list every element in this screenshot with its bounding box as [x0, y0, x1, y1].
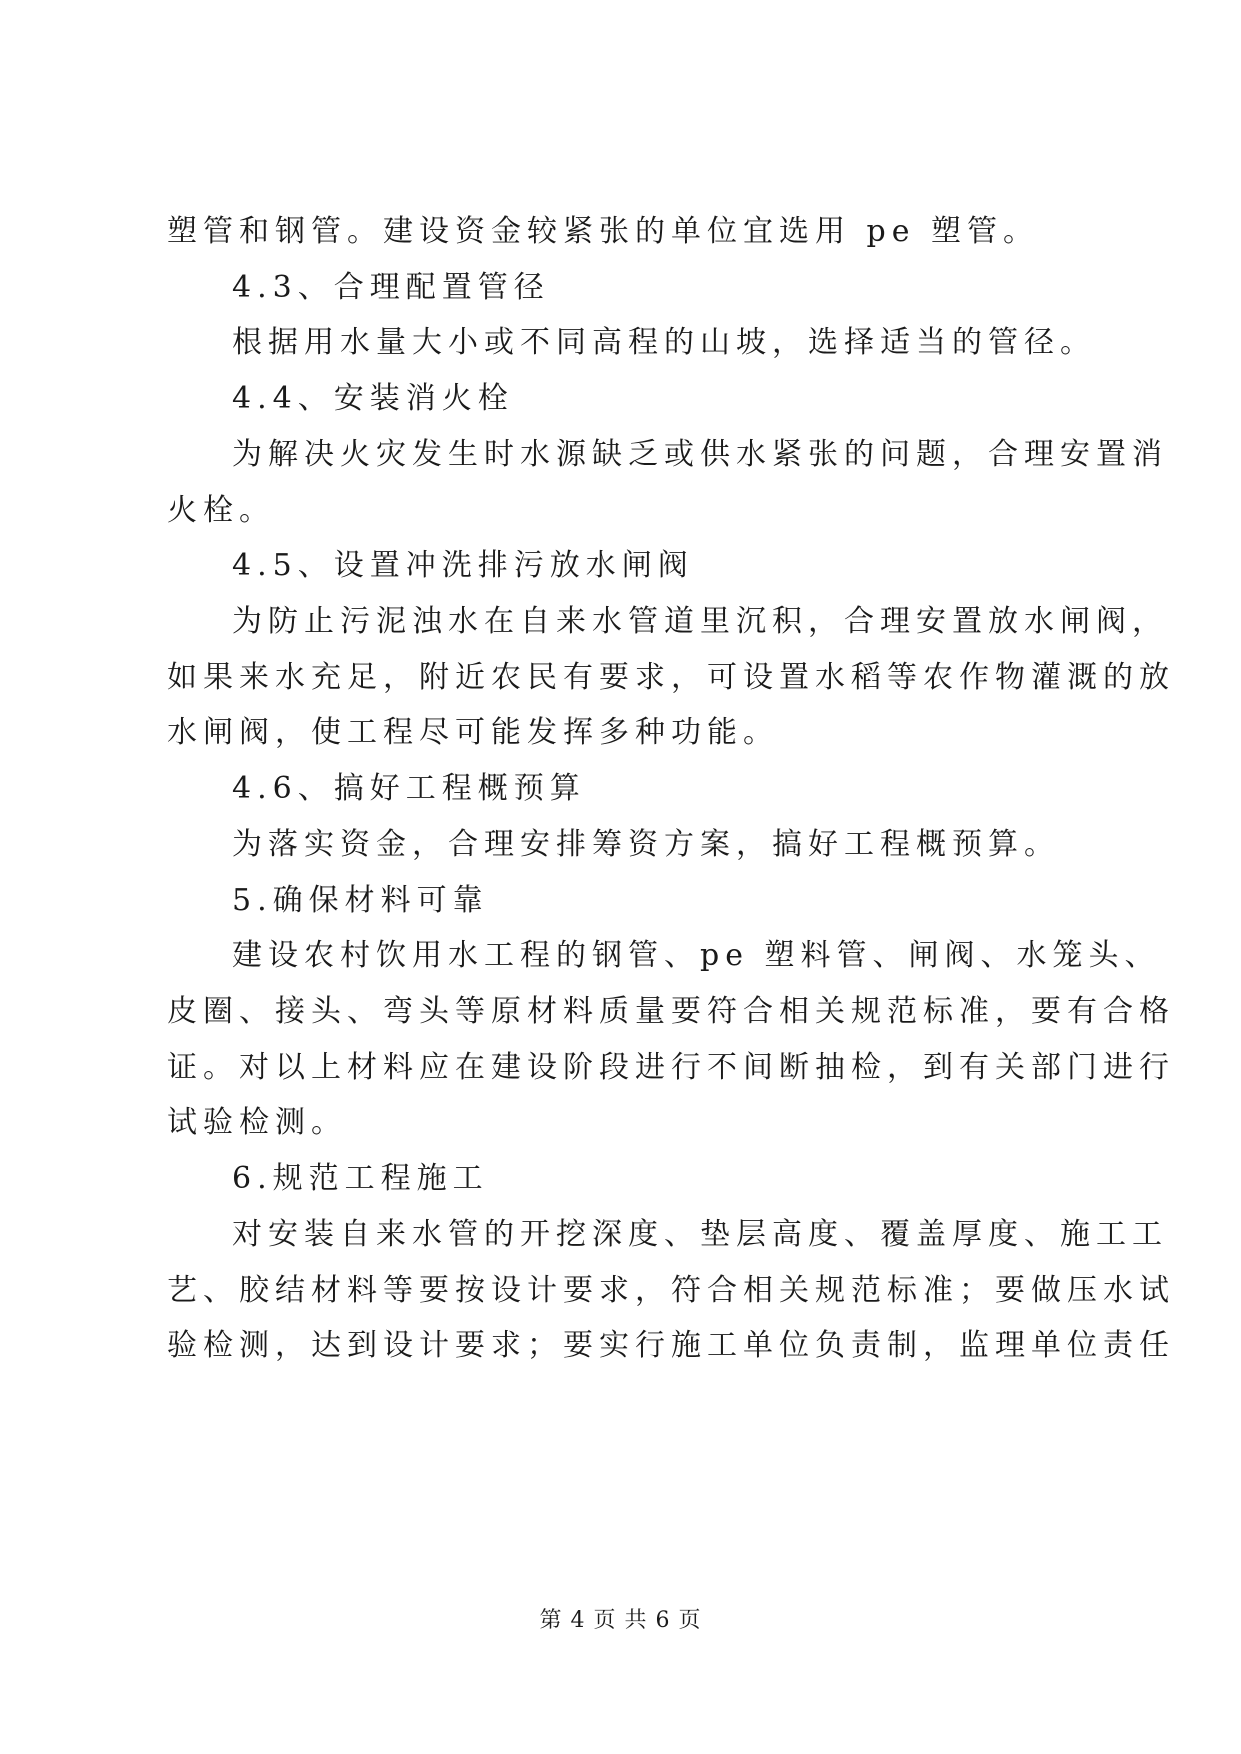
text-line: 对安装自来水管的开挖深度、垫层高度、覆盖厚度、施工工 — [232, 1217, 1168, 1252]
text-line: 水闸阀，使工程尽可能发挥多种功能。 — [167, 715, 779, 750]
text-line: 为解决火灾发生时水源缺乏或供水紧张的问题，合理安置消 — [232, 437, 1168, 472]
section-heading: 4.5、设置冲洗排污放水闸阀 — [232, 548, 694, 583]
text-line: 艺、胶结材料等要按设计要求，符合相关规范标准；要做压水试 — [167, 1273, 1175, 1308]
section-heading: 5.确保材料可靠 — [232, 883, 489, 918]
text-line: 火栓。 — [167, 493, 275, 528]
text-line: 验检测，达到设计要求；要实行施工单位负责制，监理单位责任 — [167, 1328, 1175, 1363]
text-line: 如果来水充足，附近农民有要求，可设置水稻等农作物灌溉的放 — [167, 660, 1175, 695]
section-heading: 4.4、安装消火栓 — [232, 381, 514, 416]
text-line: 试验检测。 — [167, 1105, 347, 1140]
text-line: 建设农村饮用水工程的钢管、pe 塑料管、闸阀、水笼头、 — [232, 938, 1161, 973]
text-line: 证。对以上材料应在建设阶段进行不间断抽检，到有关部门进行 — [167, 1050, 1175, 1085]
section-heading: 4.3、合理配置管径 — [232, 270, 550, 305]
section-heading: 6.规范工程施工 — [232, 1161, 489, 1196]
text-line: 为防止污泥浊水在自来水管道里沉积，合理安置放水闸阀， — [232, 604, 1168, 639]
text-line: 皮圈、接头、弯头等原材料质量要符合相关规范标准，要有合格 — [167, 994, 1175, 1029]
text-line: 塑管和钢管。建设资金较紧张的单位宜选用 pe 塑管。 — [167, 214, 1040, 249]
section-heading: 4.6、搞好工程概预算 — [232, 771, 586, 806]
text-line: 根据用水量大小或不同高程的山坡，选择适当的管径。 — [232, 325, 1096, 360]
page-number-footer: 第 4 页 共 6 页 — [539, 1608, 702, 1633]
text-line: 为落实资金，合理安排筹资方案，搞好工程概预算。 — [232, 827, 1060, 862]
